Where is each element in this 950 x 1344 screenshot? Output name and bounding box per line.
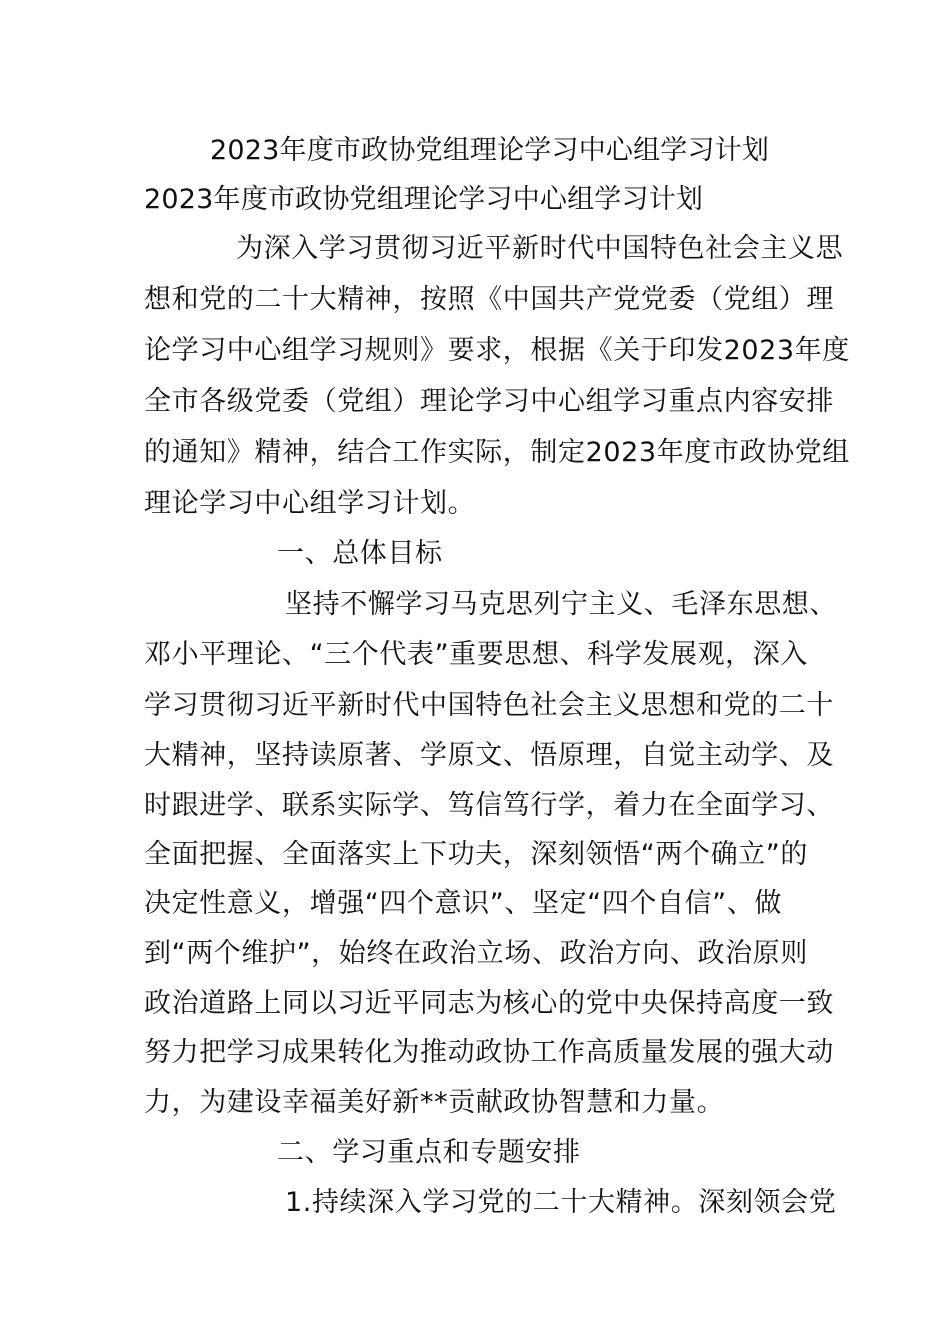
- document-subtitle: 2023年度市政协党组理论学习中心组学习计划: [144, 184, 704, 215]
- paragraph-line: 决定性意义，增强“四个意识”、坚定“四个自信”、做: [144, 888, 782, 919]
- paragraph-line: 为深入学习贯彻习近平新时代中国特色社会主义思: [236, 233, 844, 264]
- document-title: 2023年度市政协党组理论学习中心组学习计划: [210, 135, 770, 166]
- paragraph-line: 邓小平理论、“三个代表”重要思想、科学发展观，深入: [144, 639, 808, 670]
- paragraph-line: 时跟进学、联系实际学、笃信笃行学，着力在全面学习、: [144, 790, 834, 821]
- paragraph-line: 论学习中心组学习规则》要求，根据《关于印发2023年度: [144, 335, 850, 366]
- paragraph-line: 学习贯彻习近平新时代中国特色社会主义思想和党的二十: [144, 690, 834, 721]
- paragraph-line: 全面把握、全面落实上下功夫，深刻领悟“两个确立”的: [144, 839, 808, 870]
- paragraph-line: 想和党的二十大精神，按照《中国共产党党委（党组）理: [144, 284, 834, 315]
- section-heading-1: 一、总体目标: [277, 538, 443, 569]
- section-heading-2: 二、学习重点和专题安排: [277, 1137, 581, 1168]
- paragraph-line: 政治道路上同以习近平同志为核心的党中央保持高度一致: [144, 988, 834, 1019]
- paragraph-line: 力，为建设幸福美好新**贡献政协智慧和力量。: [144, 1087, 725, 1118]
- paragraph-line: 到“两个维护”，始终在政治立场、政治方向、政治原则: [144, 938, 808, 969]
- paragraph-line: 1.持续深入学习党的二十大精神。深刻领会党: [285, 1187, 837, 1218]
- paragraph-line: 努力把学习成果转化为推动政协工作高质量发展的强大动: [144, 1037, 834, 1068]
- paragraph-line: 全市各级党委（党组）理论学习中心组学习重点内容安排: [144, 386, 834, 417]
- paragraph-line: 的通知》精神，结合工作实际，制定2023年度市政协党组: [144, 437, 850, 468]
- paragraph-line: 大精神，坚持读原著、学原文、悟原理，自觉主动学、及: [144, 740, 834, 771]
- paragraph-line: 坚持不懈学习马克思列宁主义、毛泽东思想、: [285, 589, 837, 620]
- paragraph-line: 理论学习中心组学习计划。: [144, 488, 476, 519]
